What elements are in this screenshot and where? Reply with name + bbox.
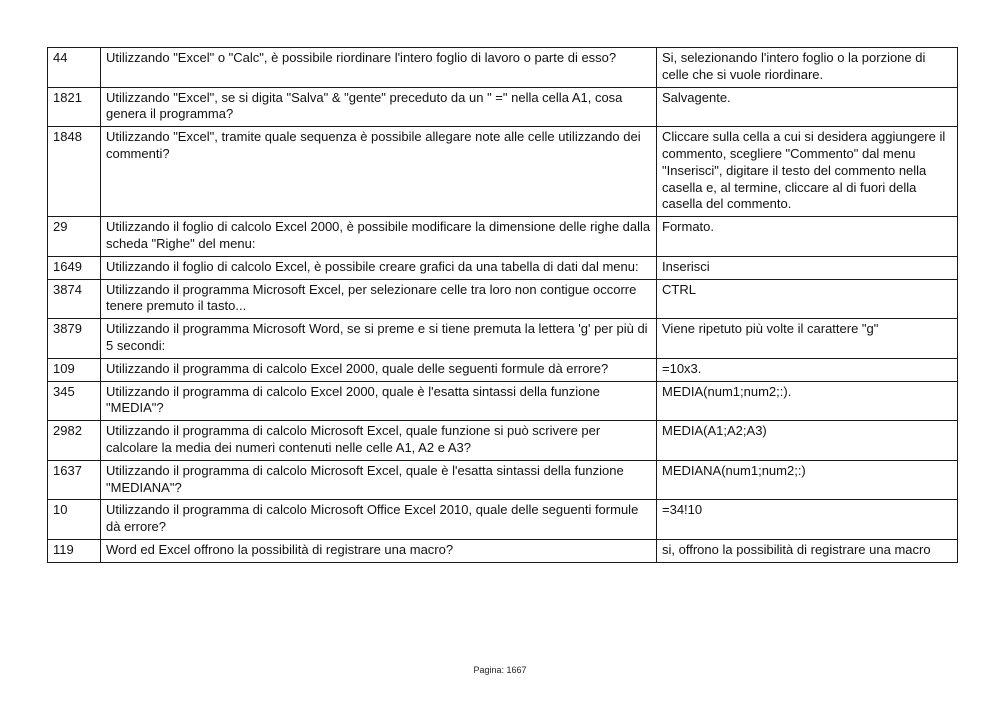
question-id: 345: [48, 381, 101, 421]
answer-text: Inserisci: [657, 256, 958, 279]
table-row: [48, 256, 958, 279]
question-id: 1821: [48, 87, 101, 127]
question-id: 1848: [48, 127, 101, 217]
question-id: 1637: [48, 460, 101, 500]
question-text: Utilizzando il foglio di calcolo Excel, è possibile creare grafici da una tabella di dati dal menu:: [101, 256, 657, 279]
answer-text: Si, selezionando l'intero foglio o la porzione di celle che si vuole riordinare.: [657, 48, 958, 88]
question-text: Word ed Excel offrono la possibilità di registrare una macro?: [101, 539, 657, 562]
question-text: Utilizzando il programma di calcolo Excel 2000, quale è l'esatta sintassi della funzione "MEDIA"?: [101, 381, 657, 421]
answer-text: Viene ripetuto più volte il carattere "g": [657, 319, 958, 359]
table-row: [48, 358, 958, 381]
question-text: Utilizzando "Excel" o "Calc", è possibile riordinare l'intero foglio di lavoro o parte di esso?: [101, 48, 657, 88]
question-id: 2982: [48, 421, 101, 461]
table-row: [48, 319, 958, 359]
table-row: [48, 127, 958, 217]
answer-text: Cliccare sulla cella a cui si desidera aggiungere il commento, scegliere "Commento" dal menu "Inserisci", digitare il testo del commento nella casella e, al termine, cliccare al di fuori della casella del commento.: [657, 127, 958, 217]
table-row: [48, 381, 958, 421]
question-id: 3879: [48, 319, 101, 359]
question-id: 29: [48, 217, 101, 257]
table-row: [48, 539, 958, 562]
question-text: Utilizzando il programma di calcolo Microsoft Excel, quale è l'esatta sintassi della funzione "MEDIANA"?: [101, 460, 657, 500]
answer-text: CTRL: [657, 279, 958, 319]
table-row: [48, 460, 958, 500]
question-text: Utilizzando "Excel", tramite quale sequenza è possibile allegare note alle celle utilizzando dei commenti?: [101, 127, 657, 217]
question-id: 10: [48, 500, 101, 540]
question-text: Utilizzando il programma Microsoft Word, se si preme e si tiene premuta la lettera 'g' per più di 5 secondi:: [101, 319, 657, 359]
question-text: Utilizzando il programma Microsoft Excel, per selezionare celle tra loro non contigue occorre tenere premuto il tasto...: [101, 279, 657, 319]
question-text: Utilizzando "Excel", se si digita "Salva" & "gente" preceduto da un " =" nella cella A1, cosa genera il programma?: [101, 87, 657, 127]
table-row: [48, 421, 958, 461]
table-row: [48, 87, 958, 127]
table-row: [48, 48, 958, 88]
question-text: Utilizzando il programma di calcolo Microsoft Office Excel 2010, quale delle seguenti formule dà errore?: [101, 500, 657, 540]
table-row: [48, 500, 958, 540]
question-id: 44: [48, 48, 101, 88]
page-number: Pagina: 1667: [473, 665, 527, 675]
answer-text: MEDIA(A1;A2;A3): [657, 421, 958, 461]
question-text: Utilizzando il programma di calcolo Microsoft Excel, quale funzione si può scrivere per calcolare la media dei numeri contenuti nelle celle A1, A2 e A3?: [101, 421, 657, 461]
answer-text: si, offrono la possibilità di registrare una macro: [657, 539, 958, 562]
question-text: Utilizzando il programma di calcolo Excel 2000, quale delle seguenti formule dà errore?: [101, 358, 657, 381]
question-text: Utilizzando il foglio di calcolo Excel 2000, è possibile modificare la dimensione delle righe dalla scheda "Righe" del menu:: [101, 217, 657, 257]
table-row: [48, 217, 958, 257]
question-id: 109: [48, 358, 101, 381]
answer-text: MEDIA(num1;num2;:).: [657, 381, 958, 421]
qa-table: [47, 47, 958, 563]
answer-text: =10x3.: [657, 358, 958, 381]
question-id: 119: [48, 539, 101, 562]
answer-text: =34!10: [657, 500, 958, 540]
question-id: 1649: [48, 256, 101, 279]
question-id: 3874: [48, 279, 101, 319]
answer-text: Formato.: [657, 217, 958, 257]
answer-text: Salvagente.: [657, 87, 958, 127]
table-row: [48, 279, 958, 319]
answer-text: MEDIANA(num1;num2;:): [657, 460, 958, 500]
